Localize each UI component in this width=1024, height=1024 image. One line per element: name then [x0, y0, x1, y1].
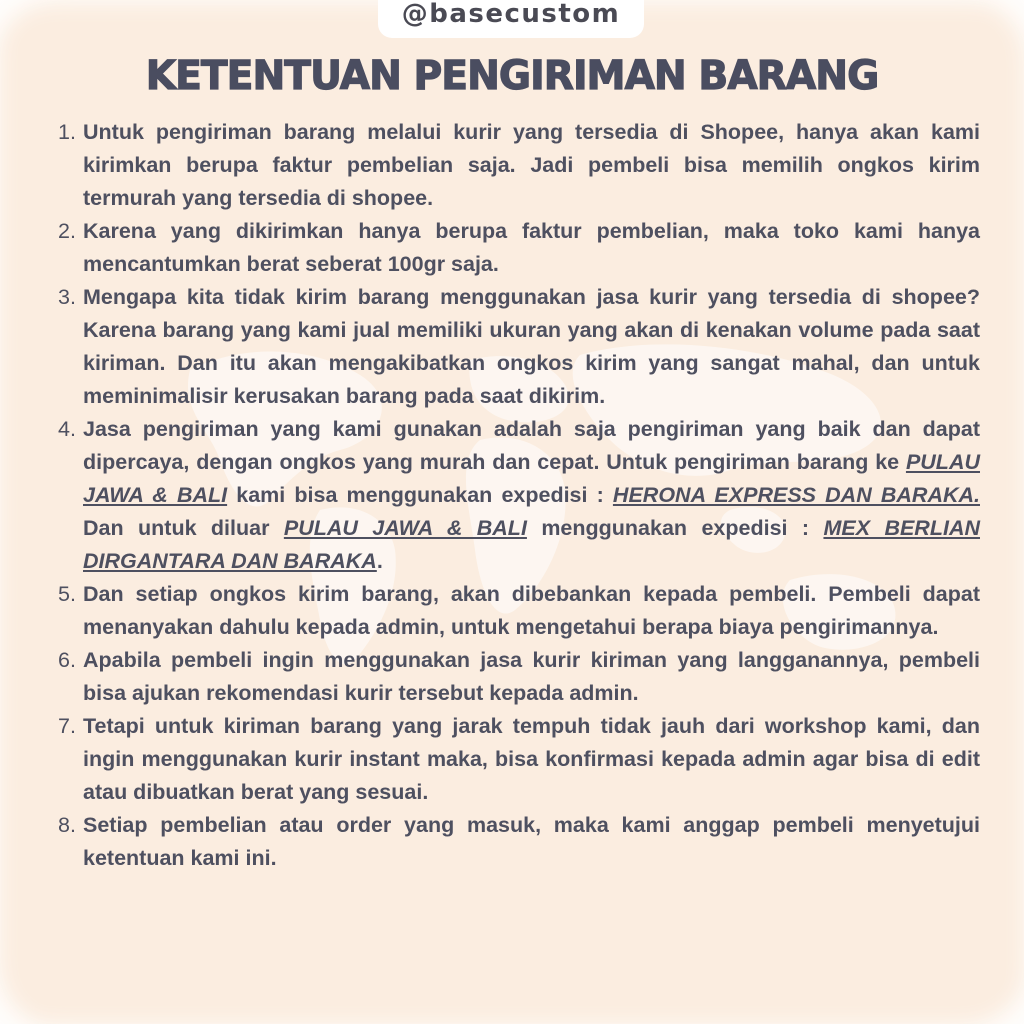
- item-number: 8.: [58, 813, 76, 837]
- item-number: 6.: [58, 648, 76, 672]
- item-text: Dan untuk diluar: [83, 516, 284, 540]
- item-text: menggunakan expedisi :: [526, 516, 824, 540]
- courier-highlight: HERONA EXPRESS DAN BARAKA.: [612, 483, 980, 507]
- region-highlight: PULAU JAWA & BALI: [83, 450, 980, 507]
- item-text: Mengapa kita tidak kirim barang menggunakan jasa kurir yang tersedia di shopee? Karena barang yang kami jual memiliki ukuran yang akan di kenakan volume pada saat kiriman. Dan itu akan mengakibatkan ongkos kirim yang sangat mahal, dan untuk meminimalisir kerusakan barang pada saat dikirim.: [83, 285, 980, 408]
- item-text: Tetapi untuk kiriman barang yang jarak tempuh tidak jauh dari workshop kami, dan ingin menggunakan kurir instant maka, bisa konfirmasi kepada admin agar bisa di edit atau dibuatkan berat yang sesuai.: [83, 714, 980, 804]
- item-text: Karena yang dikirimkan hanya berupa faktur pembelian, maka toko kami hanya mencantumkan berat seberat 100gr saja.: [83, 219, 980, 276]
- item-text: Apabila pembeli ingin menggunakan jasa kurir kiriman yang langganannya, pembeli bisa ajukan rekomendasi kurir tersebut kepada admin.: [83, 648, 980, 705]
- item-number: 4.: [58, 417, 76, 441]
- item-text: Setiap pembelian atau order yang masuk, maka kami anggap pembeli menyetujui ketentuan kami ini.: [83, 813, 980, 870]
- list-item: [58, 809, 980, 875]
- item-number: 5.: [58, 582, 76, 606]
- instagram-handle: @basecustom: [401, 0, 621, 29]
- list-item: [58, 281, 980, 413]
- list-item: [58, 215, 980, 281]
- item-number: 7.: [58, 714, 76, 738]
- item-text: kami bisa menggunakan expedisi :: [227, 483, 613, 507]
- region-highlight: PULAU JAWA & BALI: [283, 516, 527, 540]
- item-text: .: [376, 549, 383, 573]
- item-number: 3.: [58, 285, 76, 309]
- terms-list: [58, 116, 980, 875]
- item-number: 1.: [58, 120, 76, 144]
- courier-highlight: MEX BERLIAN DIRGANTARA DAN BARAKA: [83, 516, 980, 573]
- list-item: [58, 644, 980, 710]
- list-item: [58, 116, 980, 215]
- item-number: 2.: [58, 219, 76, 243]
- list-item: [58, 578, 980, 644]
- item-text: Untuk pengiriman barang melalui kurir yang tersedia di Shopee, hanya akan kami kirimkan berupa faktur pembelian saja. Jadi pembeli bisa memilih ongkos kirim termurah yang tersedia di shopee.: [83, 120, 980, 210]
- item-text: Jasa pengiriman yang kami gunakan adalah saja pengiriman yang baik dan dapat dipercaya, dengan ongkos yang murah dan cepat. Untuk pengiriman barang ke: [83, 417, 980, 474]
- list-item: [58, 413, 980, 578]
- item-text: Dan setiap ongkos kirim barang, akan dibebankan kepada pembeli. Pembeli dapat menanyakan dahulu kepada admin, untuk mengetahui berapa biaya pengirimannya.: [83, 582, 980, 639]
- page-title: KETENTUAN PENGIRIMAN BARANG: [145, 53, 879, 99]
- list-item: [58, 710, 980, 809]
